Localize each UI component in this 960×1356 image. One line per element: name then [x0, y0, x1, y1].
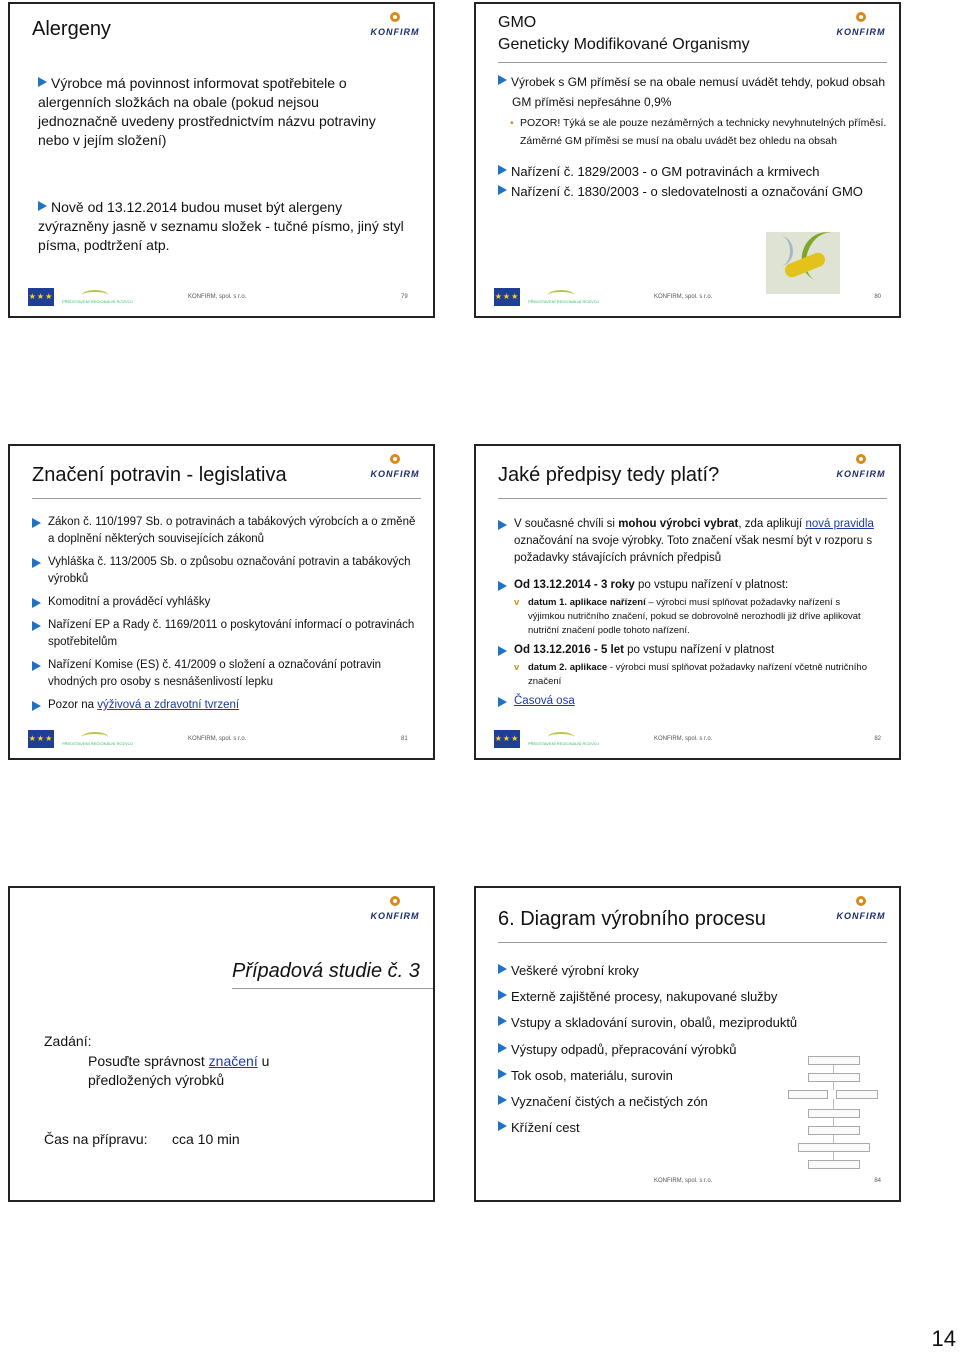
slide-title: 6. Diagram výrobního procesu	[498, 908, 766, 930]
list-item: Vyhláška č. 113/2005 Sb. o způsobu označování potravin a tabákových výrobků	[32, 554, 421, 588]
bullet-arrow-icon	[32, 598, 41, 608]
sub-item: v datum 2. aplikace - výrobci musí splňovat požadavky nařízení včetně nutričního značení	[514, 662, 867, 687]
list-item: Výrobek s GM příměsí se na obale nemusí uvádět tehdy, pokud obsah GM příměsi nepřesáhne 0,9%	[498, 72, 887, 112]
corn-photo	[766, 232, 840, 294]
footer-company: KONFIRM, spol. s r.o.	[654, 1178, 713, 1184]
list-item: Vyznačení čistých a nečistých zón	[498, 1089, 887, 1115]
list-item: Křížení cest	[498, 1115, 887, 1141]
footer-company: KONFIRM, spol. s r.o.	[188, 736, 247, 742]
eu-flag-icon: ★★★	[28, 288, 54, 306]
list-item: Nařízení č. 1830/2003 - o sledovatelnosti a označování GMO	[498, 182, 887, 202]
divider	[32, 498, 421, 499]
time-value: cca 10 min	[172, 1131, 240, 1147]
eu-flag-icon: ★★★	[494, 288, 520, 306]
bullet-arrow-icon	[32, 661, 41, 671]
slide-82	[474, 444, 901, 760]
bullet-arrow-icon	[32, 701, 41, 711]
divider	[232, 988, 433, 989]
page-number: 14	[931, 1326, 956, 1351]
list-item: Pozor na výživová a zdravotní tvrzení	[32, 697, 421, 714]
paragraph: Nově od 13.12.2014 budou muset být alergeny zvýrazněny jasně v seznamu složek - tučné písmo, jiný styl písma, podtržení atp.	[38, 199, 404, 253]
bullet-arrow-icon	[498, 581, 507, 591]
bullet-arrow-icon	[498, 1095, 507, 1105]
bullet-arrow-icon	[498, 697, 507, 707]
op-logo: PŘEDSTAVENÍ REGIONÁLNÍ ROZVOJ	[528, 732, 598, 746]
time-label: Čas na přípravu:	[44, 1131, 148, 1147]
list-item: Zákon č. 110/1997 Sb. o potravinách a tabákových výrobcích a o změně a doplnění některých souvisejících zákonů	[32, 514, 421, 548]
divider	[498, 62, 887, 63]
konfirm-logo: KONFIRM	[835, 12, 887, 42]
bullet-list	[498, 516, 875, 710]
health-claims-link[interactable]: výživová a zdravotní tvrzení	[97, 699, 240, 711]
slide-title: GMO Geneticky Modifikované Organismy	[498, 14, 750, 53]
op-logo: PŘEDSTAVENÍ REGIONÁLNÍ ROZVOJ	[528, 290, 598, 304]
bullet-arrow-icon	[498, 646, 507, 656]
logo-icon	[854, 12, 868, 26]
logo-icon	[388, 454, 402, 468]
bullet-arrow-icon	[38, 77, 47, 87]
new-rules-link[interactable]: nová pravidla	[805, 518, 874, 530]
list-item: Od 13.12.2014 - 3 roky po vstupu nařízení v platnost:	[498, 577, 875, 594]
slide-footer	[28, 730, 415, 752]
konfirm-logo: KONFIRM	[835, 896, 887, 926]
bullet-arrow-icon	[498, 1043, 507, 1053]
slide-number: 81	[401, 736, 408, 742]
list-item: Externě zajištěné procesy, nakupované služby	[498, 984, 887, 1010]
list-item: Veškeré výrobní kroky	[498, 958, 887, 984]
footer-company: KONFIRM, spol. s r.o.	[654, 294, 713, 300]
op-logo: PŘEDSTAVENÍ REGIONÁLNÍ ROZVOJ	[62, 732, 132, 746]
bullet-list	[32, 514, 421, 714]
logo-icon	[854, 454, 868, 468]
sub-item: v datum 1. aplikace nařízení – výrobci musí splňovat požadavky nařízení s výjimkou nutričního značení, pokud se dobrovolně nerozhodli již dříve aplikovat nutriční značení podle tohoto nařízení.	[514, 597, 861, 636]
sub-item: • POZOR! Týká se ale pouze nezáměrných a technicky nevyhnutelných příměsí. Záměrné GM příměsi se musí na obalu uvádět bez ohledu na obsah	[510, 117, 887, 147]
list-item: Tok osob, materiálu, surovin	[498, 1063, 887, 1089]
bullet-arrow-icon	[498, 75, 507, 85]
slide-footer	[494, 288, 881, 310]
bullet-arrow-icon	[498, 185, 507, 195]
logo-icon	[388, 12, 402, 26]
slide-footer	[28, 288, 415, 310]
slide-footer	[494, 730, 881, 752]
bullet-arrow-icon	[498, 1121, 507, 1131]
eu-flag-icon: ★★★	[28, 730, 54, 748]
list-item: Výstupy odpadů, přepracování výrobků	[498, 1037, 887, 1063]
list-item	[498, 693, 875, 710]
slide-title: Jaké předpisy tedy platí?	[498, 464, 720, 486]
list-item: V současné chvíli si mohou výrobci vybrat, zda aplikují nová pravidla označování na svoje výrobky. Toto značení však nesmí být v rozporu s požadavky stávajících právních předpisů	[498, 516, 875, 567]
konfirm-logo: KONFIRM	[835, 454, 887, 484]
slide-81	[8, 444, 435, 760]
list-item: Nařízení č. 1829/2003 - o GM potravinách a krmivech	[498, 162, 887, 182]
labeling-link[interactable]: značení	[208, 1053, 258, 1069]
konfirm-logo: KONFIRM	[369, 12, 421, 42]
bullet-arrow-icon	[498, 990, 507, 1000]
bullet-arrow-icon	[32, 518, 41, 528]
list-item: Komoditní a prováděcí vyhlášky	[32, 594, 421, 611]
bullet-list	[498, 72, 887, 202]
logo-icon	[388, 896, 402, 910]
konfirm-logo: KONFIRM	[369, 454, 421, 484]
konfirm-logo: KONFIRM	[369, 896, 421, 926]
slide-84	[474, 886, 901, 1202]
bullet-arrow-icon	[498, 964, 507, 974]
eu-flag-icon: ★★★	[494, 730, 520, 748]
slide-number: 84	[874, 1178, 881, 1184]
timeline-link[interactable]: Časová osa	[514, 695, 575, 707]
slide-number: 79	[401, 294, 408, 300]
list-item: Od 13.12.2016 - 5 let po vstupu nařízení v platnost	[498, 642, 875, 659]
bullet-arrow-icon	[498, 1016, 507, 1026]
slide-title: Značení potravin - legislativa	[32, 464, 287, 486]
paragraph: Výrobce má povinnost informovat spotřebitele o alergenních složkách na obale (pokud nejsou jednoznačně uvedeny prostřednictvím názvu potraviny nebo v jejím složení)	[38, 75, 376, 148]
flowchart-image	[788, 1056, 880, 1168]
bullet-arrow-icon	[32, 558, 41, 568]
bullet-arrow-icon	[32, 621, 41, 631]
slide-title: Alergeny	[32, 18, 111, 40]
list-item: Nařízení EP a Rady č. 1169/2011 o poskytování informací o potravinách spotřebitelům	[32, 617, 421, 651]
footer-company: KONFIRM, spol. s r.o.	[654, 736, 713, 742]
divider	[498, 942, 887, 943]
bullet-arrow-icon	[498, 1069, 507, 1079]
task-text: Posuďte správnost značení u předložených výrobků	[88, 1053, 270, 1088]
divider	[498, 498, 887, 499]
op-logo: PŘEDSTAVENÍ REGIONÁLNÍ ROZVOJ	[62, 290, 132, 304]
list-item: Vstupy a skladování surovin, obalů, meziproduktů	[498, 1010, 887, 1036]
bullet-arrow-icon	[498, 520, 507, 530]
slide-79	[8, 2, 435, 318]
bullet-arrow-icon	[38, 201, 47, 211]
task-label: Zadání:	[44, 1033, 92, 1049]
slide-83	[8, 886, 435, 1202]
bullet-arrow-icon	[498, 165, 507, 175]
slide-80	[474, 2, 901, 318]
list-item: Nařízení Komise (ES) č. 41/2009 o složení a označování potravin vhodných pro osoby s nesnášenlivostí lepku	[32, 657, 421, 691]
logo-icon	[854, 896, 868, 910]
footer-company: KONFIRM, spol. s r.o.	[188, 294, 247, 300]
slide-number: 80	[874, 294, 881, 300]
case-study-title: Případová studie č. 3	[232, 960, 420, 982]
slide-footer	[494, 1172, 881, 1194]
slide-number: 82	[874, 736, 881, 742]
